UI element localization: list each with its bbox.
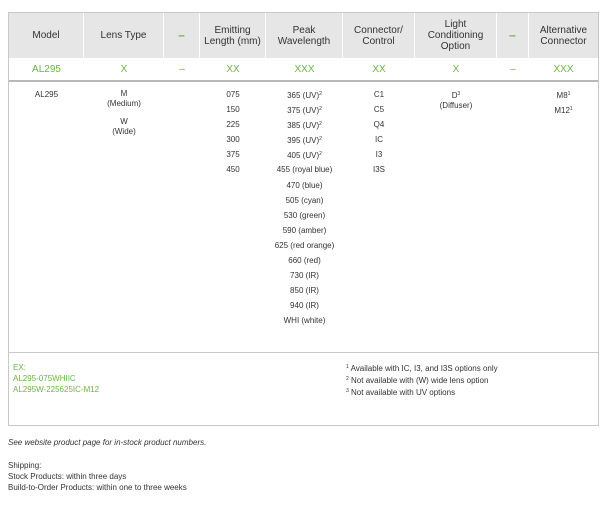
wavelength-text: 405 (UV): [287, 151, 320, 161]
part-code-row: [9, 58, 598, 82]
examples-label: EX:: [13, 363, 26, 372]
wavelength-value: 455 (royal blue): [276, 165, 333, 175]
wavelength-value: 850 (IR): [290, 286, 319, 296]
footnote: [346, 374, 498, 386]
header-dash-2-label: –: [509, 28, 516, 42]
footnote-text: Available with IC, I3, and I3S options only: [350, 364, 498, 373]
website-note: See website product page for in-stock product numbers.: [8, 438, 207, 447]
wavelength-text: 375 (UV): [287, 106, 320, 116]
wavelength-text: 385 (UV): [287, 121, 320, 131]
alt-connector-value: [529, 102, 598, 117]
connector-value: C5: [373, 105, 385, 115]
values-connector-control: [343, 87, 415, 178]
footnote-marker: 2: [319, 136, 322, 143]
wavelength-value: [266, 87, 343, 102]
header-peak-wavelength: [266, 13, 343, 58]
values-peak-wavelength: [266, 87, 343, 329]
lens-type-desc: (Medium): [107, 99, 141, 108]
header-dash-1-label: –: [178, 28, 185, 42]
model-value: AL295: [34, 90, 59, 99]
header-alternative-connector: [529, 13, 598, 58]
header-alt-line1: Alternative: [539, 24, 588, 36]
code-emitting-length: XX: [226, 63, 240, 75]
header-peak-wavelength-text: [278, 25, 330, 47]
header-model: [9, 13, 84, 58]
header-light-conditioning: [415, 13, 497, 58]
wavelength-value: [266, 132, 343, 147]
header-connector-control: [343, 13, 415, 58]
header-connector-line2: Control: [362, 35, 395, 47]
alt-connector-text: M8: [556, 91, 568, 100]
emitting-length-value: 150: [226, 105, 240, 115]
footnote-number: 1: [346, 364, 349, 370]
wavelength-value: 660 (red): [288, 256, 321, 266]
lens-type-desc: (Wide): [112, 127, 136, 136]
connector-value: Q4: [373, 120, 385, 130]
footnote: [346, 362, 498, 374]
light-conditioning-desc: (Diffuser): [439, 101, 473, 110]
header-peak-line2: Wavelength: [277, 35, 331, 47]
footnote-marker: 1: [567, 91, 571, 97]
wavelength-value: 940 (IR): [290, 301, 319, 311]
footnote-marker: 1: [569, 106, 573, 113]
emitting-length-value: 075: [226, 90, 240, 99]
wavelength-value: [266, 117, 343, 132]
part-number-table: [8, 12, 599, 426]
values-alternative-connector: [529, 87, 598, 117]
build-to-order-note: Build-to-Order Products: within one to three weeks: [8, 483, 187, 492]
header-alt-line2: Connector: [540, 35, 587, 47]
wavelength-value: 730 (IR): [290, 271, 319, 281]
stock-products-note: Stock Products: within three days: [8, 472, 127, 481]
footnote-text: Not available with UV options: [351, 388, 456, 397]
connector-value: I3: [375, 150, 383, 160]
code-connector-control: XX: [372, 63, 386, 75]
alt-connector-text: M12: [554, 106, 570, 116]
connector-value: IC: [375, 135, 383, 145]
footnote-marker: 2: [319, 151, 322, 158]
light-code-text: D: [451, 91, 458, 100]
wavelength-value: [266, 147, 343, 162]
header-lens-type-label: Lens Type: [100, 30, 147, 41]
footnote-number: 2: [346, 376, 349, 382]
footnote-marker: 3: [457, 91, 461, 97]
lens-type-code: W: [120, 117, 128, 126]
emitting-length-value: 300: [226, 135, 240, 145]
values-model: [9, 87, 84, 102]
footnote-marker: 2: [319, 106, 322, 113]
connector-value: C1: [373, 90, 385, 99]
example-part-number: AL295-075WHIIC: [13, 374, 76, 383]
wavelength-text: 395 (UV): [287, 136, 320, 146]
connector-value: I3S: [372, 165, 385, 175]
footnotes-block: [346, 362, 498, 398]
header-light-text: [428, 19, 484, 52]
header-emitting-length: [200, 13, 266, 58]
table-header: [9, 13, 598, 58]
header-alt-text: [540, 25, 587, 47]
values-light-conditioning: [415, 89, 497, 111]
lens-type-code: M: [120, 89, 128, 98]
header-lens-type: [84, 13, 164, 58]
wavelength-value: 590 (amber): [282, 225, 327, 235]
header-connector-line1: Connector/: [354, 24, 403, 36]
code-dash-1: –: [179, 63, 185, 75]
code-model: AL295: [32, 63, 61, 75]
emitting-length-value: 375: [226, 150, 240, 160]
header-connector-text: [354, 25, 403, 47]
header-model-label: Model: [32, 30, 60, 41]
values-lens-type: [84, 89, 164, 137]
header-emitting-line1: Emitting: [214, 24, 251, 36]
shipping-label: Shipping:: [8, 461, 42, 470]
code-alternative-connector: XXX: [553, 63, 574, 75]
footnote-marker: 2: [319, 121, 322, 128]
values-emitting-length: [200, 87, 266, 178]
header-dash-2: [497, 13, 529, 58]
emitting-length-value: 225: [226, 120, 240, 130]
light-conditioning-code: [415, 89, 497, 101]
code-lens-type: X: [120, 63, 128, 75]
wavelength-value: 625 (red orange): [274, 240, 335, 250]
wavelength-value: 470 (blue): [286, 180, 323, 190]
code-light-conditioning: X: [452, 63, 460, 75]
wavelength-value: WHI (white): [283, 316, 326, 326]
header-emitting-line2: Length (mm): [204, 35, 261, 47]
wavelength-value: 505 (cyan): [285, 195, 324, 205]
header-dash-1: [164, 13, 200, 58]
wavelength-value: 530 (green): [283, 210, 326, 220]
wavelength-text: 365 (UV): [287, 91, 320, 100]
header-light-line2: Conditioning: [427, 30, 484, 41]
footnote: [346, 386, 498, 398]
divider: [9, 352, 598, 353]
spacer: [84, 109, 164, 117]
footnote-number: 3: [346, 388, 349, 394]
footnote-text: Not available with (W) wide lens option: [351, 376, 489, 385]
examples-block: [13, 362, 99, 395]
alt-connector-value: [529, 87, 598, 102]
header-emitting-length-text: [204, 25, 261, 47]
emitting-length-value: 450: [226, 165, 240, 175]
wavelength-value: [266, 102, 343, 117]
code-peak-wavelength: XXX: [294, 63, 315, 75]
header-peak-line1: Peak: [292, 24, 316, 36]
footnote-marker: 2: [319, 91, 322, 97]
header-light-line1: Light: [444, 19, 467, 30]
example-part-number: AL295W-225625IC-M12: [13, 385, 100, 394]
header-light-line3: Option: [440, 41, 471, 52]
code-dash-2: –: [510, 63, 516, 75]
